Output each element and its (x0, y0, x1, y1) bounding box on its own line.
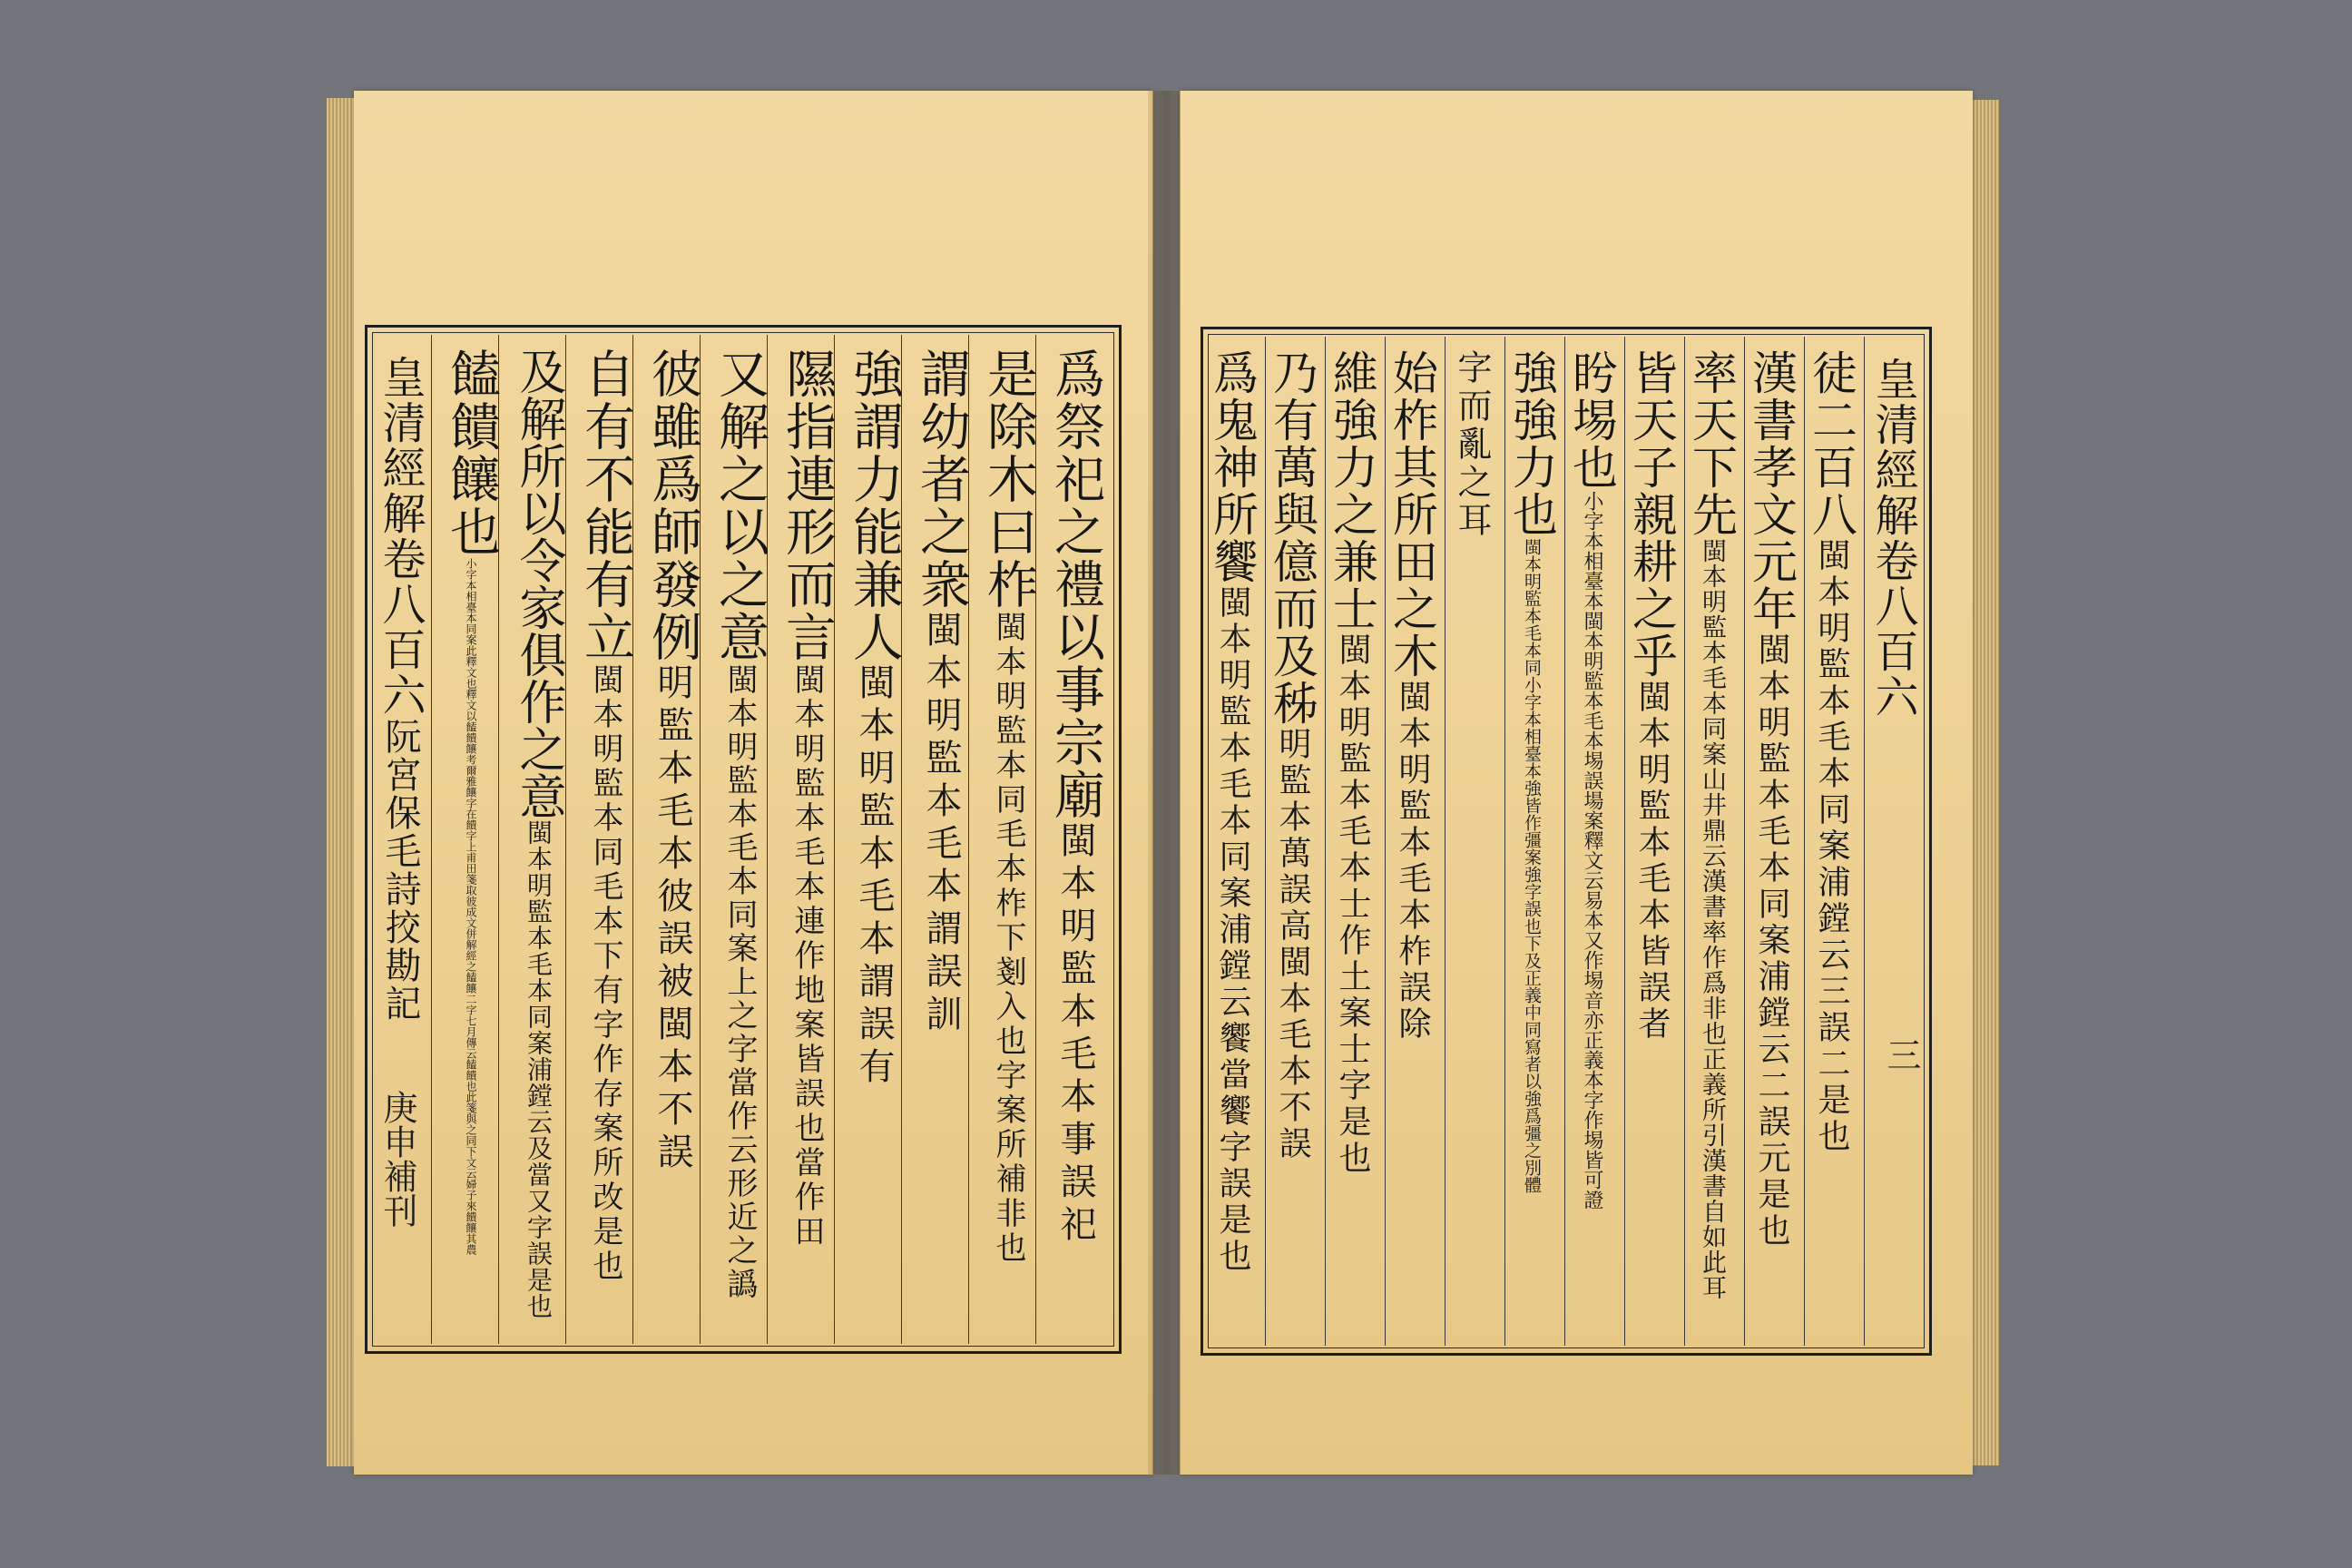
text-column-11: 爲鬼神所饗閩本明監本毛本同案浦鏜云饗當饗字誤是也 (1206, 349, 1259, 1275)
text-column-10: 乃有萬與億而及秭明監本萬誤高閩本毛本不誤 (1266, 349, 1318, 1162)
text-column-3: 謂幼者之衆閩本明監本毛本謂誤訓 (912, 348, 971, 1037)
text-column-8: 自有不能有立閩本明監本同毛本下有字作存案所改是也 (576, 348, 635, 1284)
left-fore-edge (327, 98, 358, 1466)
text-column-7: 彼雖爲師發例明監本毛本彼誤被閩本不誤 (643, 348, 702, 1175)
text-column-1: 爲祭祀之禮以事宗廟閩本明監本毛本事誤祀 (1046, 348, 1105, 1248)
left-text-frame (365, 325, 1122, 1354)
text-column-2: 是除木曰柞閩本明監本同毛本柞下剗入也字案所補非也 (979, 348, 1038, 1266)
text-column-1: 徒二百八閩本明監本毛本同案浦鏜云三誤二是也 (1805, 349, 1857, 1155)
text-column-10: 饁饋饟也小字本相臺本同案此釋文也釋文以饁饋饟考爾雅饟字在饋字上甫田箋取彼成文併解經之饁饟二字七月傳云饁饋也此箋與之同下文云婦子來饋饟其農 (442, 348, 501, 1255)
open-book (327, 91, 1999, 1475)
text-column-5: 盻埸也小字本相臺本閩本明監本毛本埸誤場案釋文云易本又作埸音亦正義本字作埸皆可證 (1565, 349, 1618, 1210)
folio-number: 三 (1881, 1037, 1921, 1072)
text-column-9: 維強力之兼士閩本明監本毛本士作土案士字是也 (1326, 349, 1378, 1177)
text-column-5: 隰指連形而言閩本明監本毛本連作地案皆誤也當作田 (778, 348, 837, 1250)
right-page (1180, 91, 1973, 1475)
text-column-4: 強謂力能兼人閩本明監本毛本謂誤有 (845, 348, 904, 1090)
text-column-2: 漢書孝文元年閩本明監本毛本同案浦鏜云二誤元是也 (1745, 349, 1798, 1250)
right-text-frame (1200, 327, 1932, 1356)
text-column-8: 始柞其所田之木閩本明監本毛本柞誤除 (1386, 349, 1438, 1043)
text-column-9: 及解所以令家俱作之意閩本明監本毛本同案浦鏜云及當又字誤是也 (511, 348, 565, 1319)
margin-title: 皇清經解卷八百六 (1867, 357, 1918, 720)
text-column-6: 又解之以之意閩本明監本毛本同案上之字當作云形近之譌 (710, 348, 769, 1301)
text-column-3: 率天下先閩本明監本毛本同案山井鼎云漢書率作爲非也正義所引漢書自如此耳 (1685, 349, 1738, 1300)
gutter-shadow (1148, 91, 1184, 1475)
margin-title: 皇清經解卷八百六阮宮保毛詩挍勘記 (375, 355, 426, 1023)
left-page (354, 91, 1153, 1475)
reprint-note: 庚申補刊 (377, 1090, 417, 1228)
text-column-7: 字而亂之耳 (1452, 349, 1492, 540)
text-column-6: 強強力也閩本明監本毛本同小字本相臺本強皆作彊案強字誤也下及正義中同寫者以強爲彊之別體 (1505, 349, 1558, 1193)
text-column-4: 皆天子親耕之乎閩本明監本毛本皆誤者 (1625, 349, 1678, 1043)
